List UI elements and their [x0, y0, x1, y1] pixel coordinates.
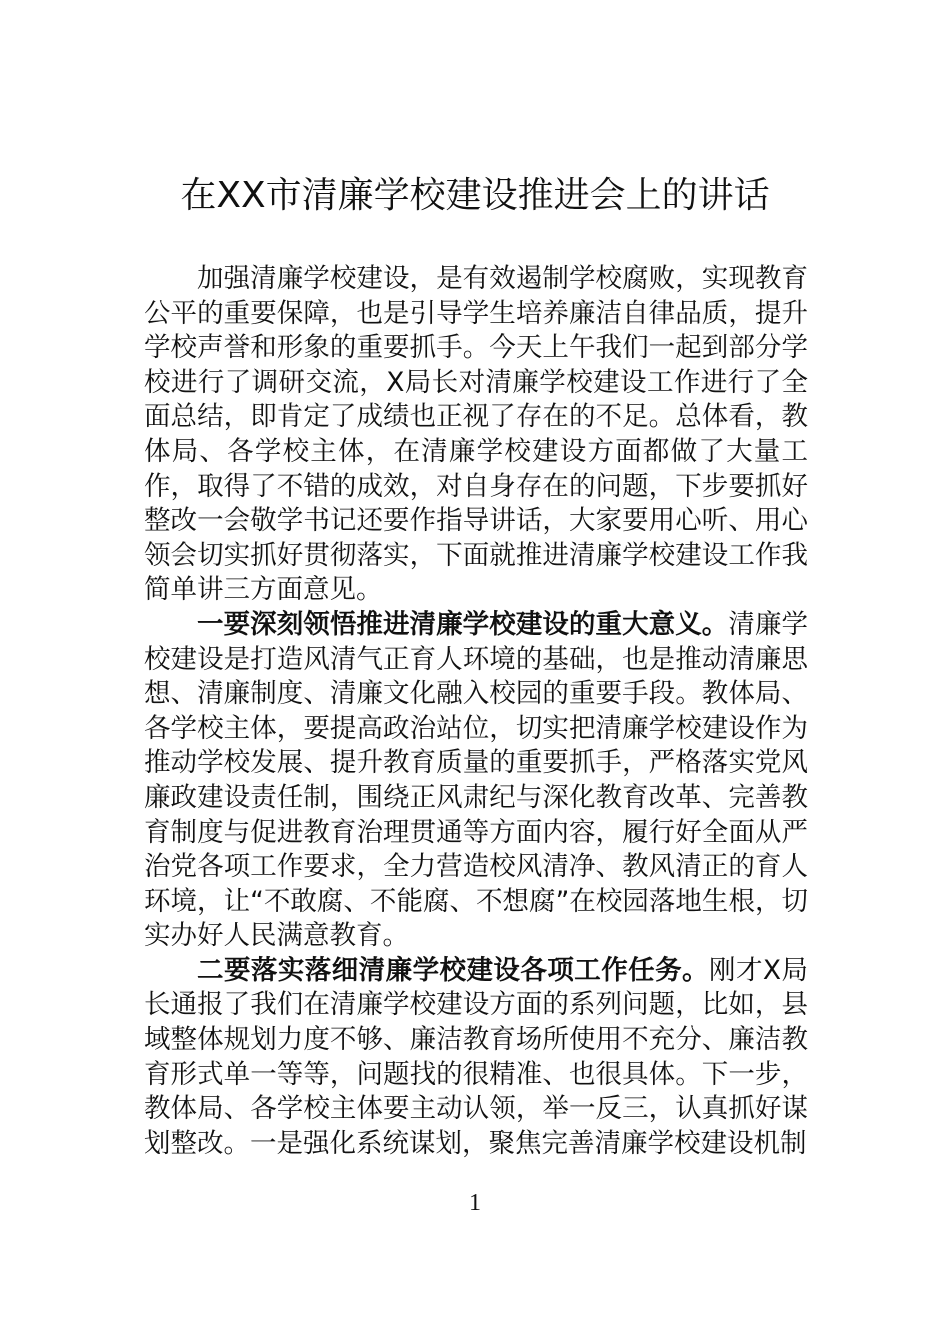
paragraph-point-one — [144, 608, 808, 954]
paragraph-intro — [144, 262, 808, 608]
paragraph-text: 加强清廉学校建设，是有效遏制学校腐败，实现教育公平的重要保障，也是引导学生培养廉洁自律品质，提升学校声誉和形象的重要抓手。今天上午我们一起到部分学校进行了调研交流，X局长对清廉学校建设工作进行了全面总结，即肯定了成绩也正视了存在的不足。总体看，教体局、各学校主体，在清廉学校建设方面都做了大量工作，取得了不错的成效，对自身存在的问题，下步要抓好整改一会敬学书记还要作指导讲话，大家要用心听、用心领会切实抓好贯彻落实，下面就推进清廉学校建设工作我简单讲三方面意见。 — [144, 263, 808, 606]
paragraph-lead: 一要深刻领悟推进清廉学校建设的重大意义。 — [197, 608, 729, 640]
page-number: 1 — [469, 1190, 481, 1216]
paragraph-lead: 二要落实落细清廉学校建设各项工作任务。 — [197, 954, 710, 986]
paragraph-text: 清廉学校建设是打造风清气正育人环境的基础，也是推动清廉思想、清廉制度、清廉文化融入校园的重要手段。教体局、各学校主体，要提高政治站位，切实把清廉学校建设作为推动学校发展、提升教育质量的重要抓手，严格落实党风廉政建设责任制，围绕正风肃纪与深化教育改革、完善教育制度与促进教育治理贯通等方面内容，履行好全面从严治党各项工作要求，全力营造校风清净、教风清正的育人环境，让“不敢腐、不能腐、不想腐”在校园落地生根，切实办好人民满意教育。 — [144, 608, 809, 952]
document-body — [144, 262, 808, 1161]
document-title: 在XX市清廉学校建设推进会上的讲话 — [180, 175, 770, 216]
paragraph-point-two — [144, 954, 808, 1162]
paragraph-text: 刚才X局长通报了我们在清廉学校建设方面的系列问题，比如，县域整体规划力度不够、廉洁教育场所使用不充分、廉洁教育形式单一等等，问题找的很精准、也很具体。下一步，教体局、各学校主体要主动认领，举一反三，认真抓好谋划整改。一是强化系统谋划，聚焦完善清廉学校建设机制 — [144, 954, 809, 1159]
